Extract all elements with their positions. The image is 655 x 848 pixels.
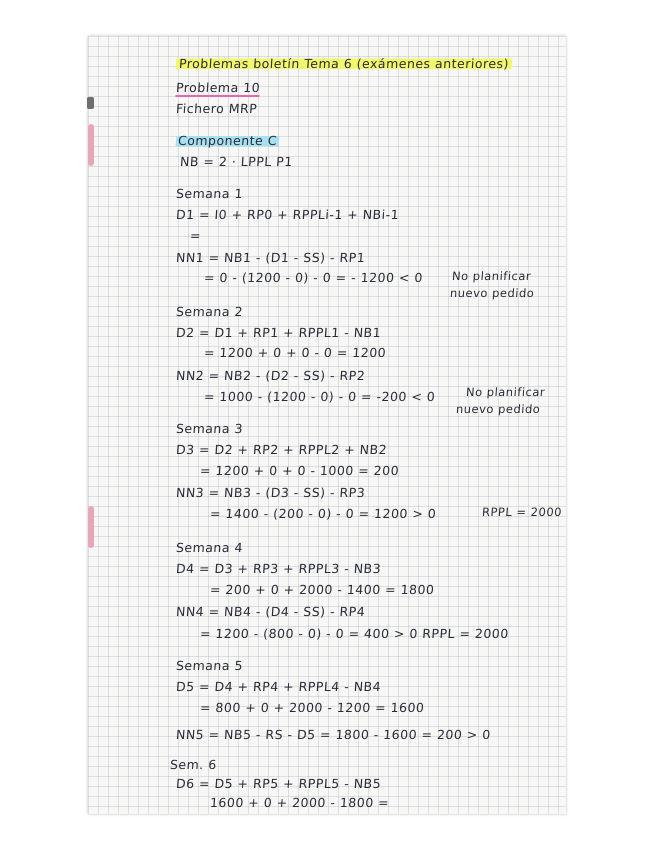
component-heading: Componente C xyxy=(177,133,278,148)
equation-line: D5 = D4 + RP4 + RPPL4 - NB4 xyxy=(175,679,382,694)
equation-line: = 1200 - (800 - 0) - 0 = 400 > 0 RPPL = 2000 xyxy=(199,626,510,641)
week-label: Semana 4 xyxy=(175,540,244,555)
week-label: Semana 1 xyxy=(175,186,244,201)
margin-note: RPPL = 2000 xyxy=(481,505,563,519)
week-label: Semana 5 xyxy=(175,658,244,673)
equation-line: = 200 + 0 + 2000 - 1400 = 1800 xyxy=(209,582,435,597)
equation-line: D4 = D3 + RP3 + RPPL3 - NB3 xyxy=(175,561,382,576)
problem-heading: Problema 10 xyxy=(175,80,261,95)
equation-line: NN3 = NB3 - (D3 - SS) - RP3 xyxy=(175,485,366,500)
margin-note: nuevo pedido xyxy=(449,286,535,300)
equation-line: D3 = D2 + RP2 + RPPL2 + NB2 xyxy=(175,442,388,457)
week-label: Semana 3 xyxy=(175,421,244,436)
page-tab-marker xyxy=(88,124,94,166)
notebook-page xyxy=(88,36,566,814)
page-title: Problemas boletín Tema 6 (exámenes anteriores) xyxy=(175,56,512,72)
equation-line: = 800 + 0 + 2000 - 1200 = 1600 xyxy=(199,700,425,715)
equation-line: D6 = D5 + RP5 + RPPL5 - NB5 xyxy=(175,776,382,791)
file-heading: Fichero MRP xyxy=(175,101,258,116)
week-label: Sem. 6 xyxy=(169,757,218,772)
equation-line: = 0 - (1200 - 0) - 0 = - 1200 < 0 xyxy=(203,270,424,285)
margin-note: No planificar xyxy=(465,385,546,399)
equation-line: D1 = I0 + RP0 + RPPLi-1 + NBi-1 xyxy=(175,207,400,222)
margin-note: No planificar xyxy=(451,269,532,283)
equation-line: 1600 + 0 + 2000 - 1800 = xyxy=(209,795,390,810)
equation-line: NN2 = NB2 - (D2 - SS) - RP2 xyxy=(175,368,366,383)
equation-line: = 1200 + 0 + 0 - 1000 = 200 xyxy=(199,463,400,478)
equation-line: D2 = D1 + RP1 + RPPL1 - NB1 xyxy=(175,325,382,340)
nb-formula: NB = 2 · LPPL P1 xyxy=(179,154,294,169)
equation-line: = 1000 - (1200 - 0) - 0 = -200 < 0 xyxy=(203,389,436,404)
week-label: Semana 2 xyxy=(175,304,244,319)
margin-note: nuevo pedido xyxy=(455,402,541,416)
equation-line: = 1200 + 0 + 0 - 0 = 1200 xyxy=(203,345,387,360)
equation-line: NN4 = NB4 - (D4 - SS) - RP4 xyxy=(175,604,366,619)
page-tab-marker xyxy=(88,506,94,548)
equation-line: = 1400 - (200 - 0) - 0 = 1200 > 0 xyxy=(209,506,437,521)
equation-line: NN1 = NB1 - (D1 - SS) - RP1 xyxy=(175,250,366,265)
equation-line: NN5 = NB5 - RS - D5 = 1800 - 1600 = 200 > 0 xyxy=(175,727,492,742)
binder-hole xyxy=(87,97,94,109)
equation-line: = xyxy=(189,228,202,243)
